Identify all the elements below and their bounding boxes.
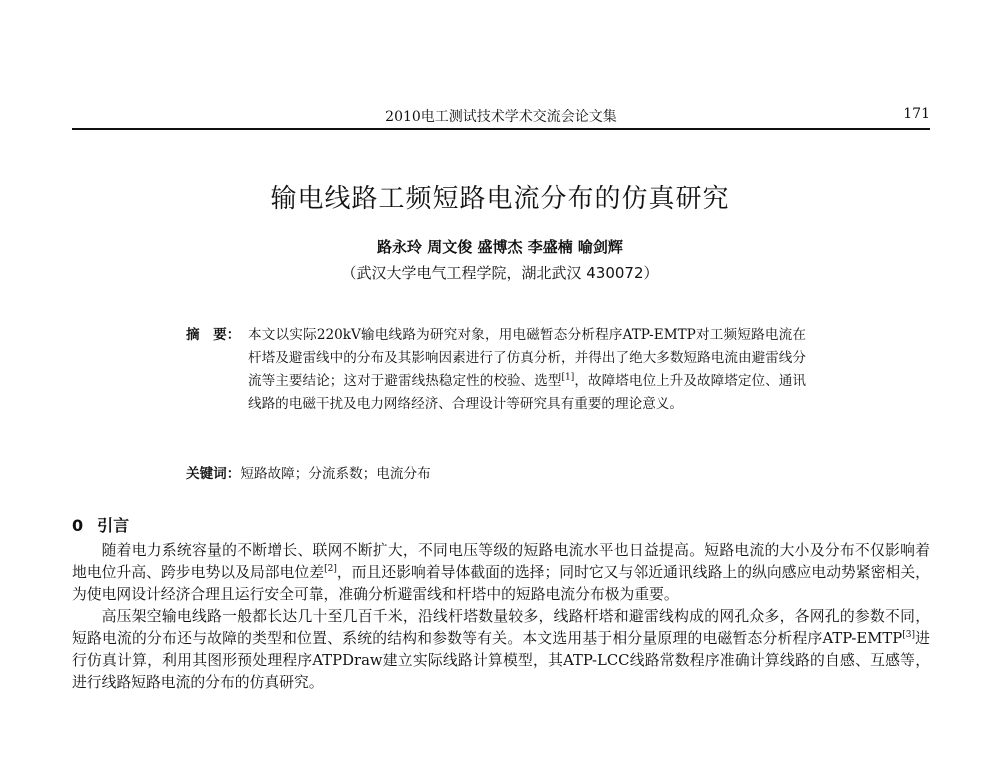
section-number: 0 <box>72 516 84 535</box>
paragraph <box>72 606 930 694</box>
paragraph-text: 进行仿真计算，利用其图形预处理程序ATPDraw建立实际线路计算模型，其ATP-LCC线路常数程序准确计算线路的自感、互感等，进行线路短路电流的分布的仿真研究。 <box>72 630 930 691</box>
keywords-text: 短路故障；分流系数；电流分布 <box>240 466 431 482</box>
paragraph-text: 随着电力系统容量的不断增长、联网不断扩大，不同电压等级的短路电流水平也日益提高。短路电流的大小及分布不仅影响着地电位升高、跨步电势以及局部电位差 <box>72 542 930 581</box>
affiliation: （武汉大学电气工程学院，湖北武汉 430072） <box>341 264 659 282</box>
page-number: 171 <box>903 106 930 122</box>
paragraph-text: 高压架空输电线路一般都长达几十至几百千米，沿线杆塔数量较多，线路杆塔和避雷线构成的网孔众多，各网孔的参数不同，短路电流的分布还与故障的类型和位置、系统的结构和参数等有关。本文选用基于相分量原理的电磁暂态分析程序ATP-EMTP <box>72 608 930 647</box>
author-list: 路永玲 周文俊 盛博杰 李盛楠 喻剑辉 <box>377 238 623 256</box>
abstract-body <box>248 324 806 416</box>
journal-title: 2010电工测试技术学术交流会论文集 <box>385 109 617 125</box>
header-divider <box>72 128 930 130</box>
abstract-text-2: ，故障塔电位上升及故障塔定位、通讯线路的电磁干扰及电力网络经济、合理设计等研究具有重要的理论意义。 <box>248 373 807 412</box>
paragraph <box>72 540 930 606</box>
section-title: 引言 <box>97 516 130 535</box>
keywords <box>186 462 806 482</box>
paragraph-text: ，而且还影响着导体截面的选择；同时它又与邻近通讯线路上的纵向感应电动势紧密相关，为使电网设计经济合理且运行安全可靠，准确分析避雷线和杆塔中的短路电流分布极为重要。 <box>72 564 930 603</box>
abstract-text-1: 本文以实际220kV输电线路为研究对象，用电磁暂态分析程序ATP-EMTP对工频短路电流在杆塔及避雷线中的分布及其影响因素进行了仿真分析，并得出了绝大多数短路电流由避雷线分流等主要结论；这对于避雷线热稳定性的校验、选型 <box>248 327 806 389</box>
body-text <box>72 540 930 694</box>
paper-title: 输电线路工频短路电流分布的仿真研究 <box>270 184 730 214</box>
keywords-label: 关键词： <box>186 466 241 482</box>
running-header <box>72 104 930 128</box>
section-heading <box>72 513 129 536</box>
abstract-label: 摘 要： <box>186 327 241 343</box>
citation-ref: [3] <box>902 630 915 641</box>
citation-ref: [1] <box>561 372 575 383</box>
citation-ref: [2] <box>324 564 337 575</box>
abstract <box>186 324 806 416</box>
